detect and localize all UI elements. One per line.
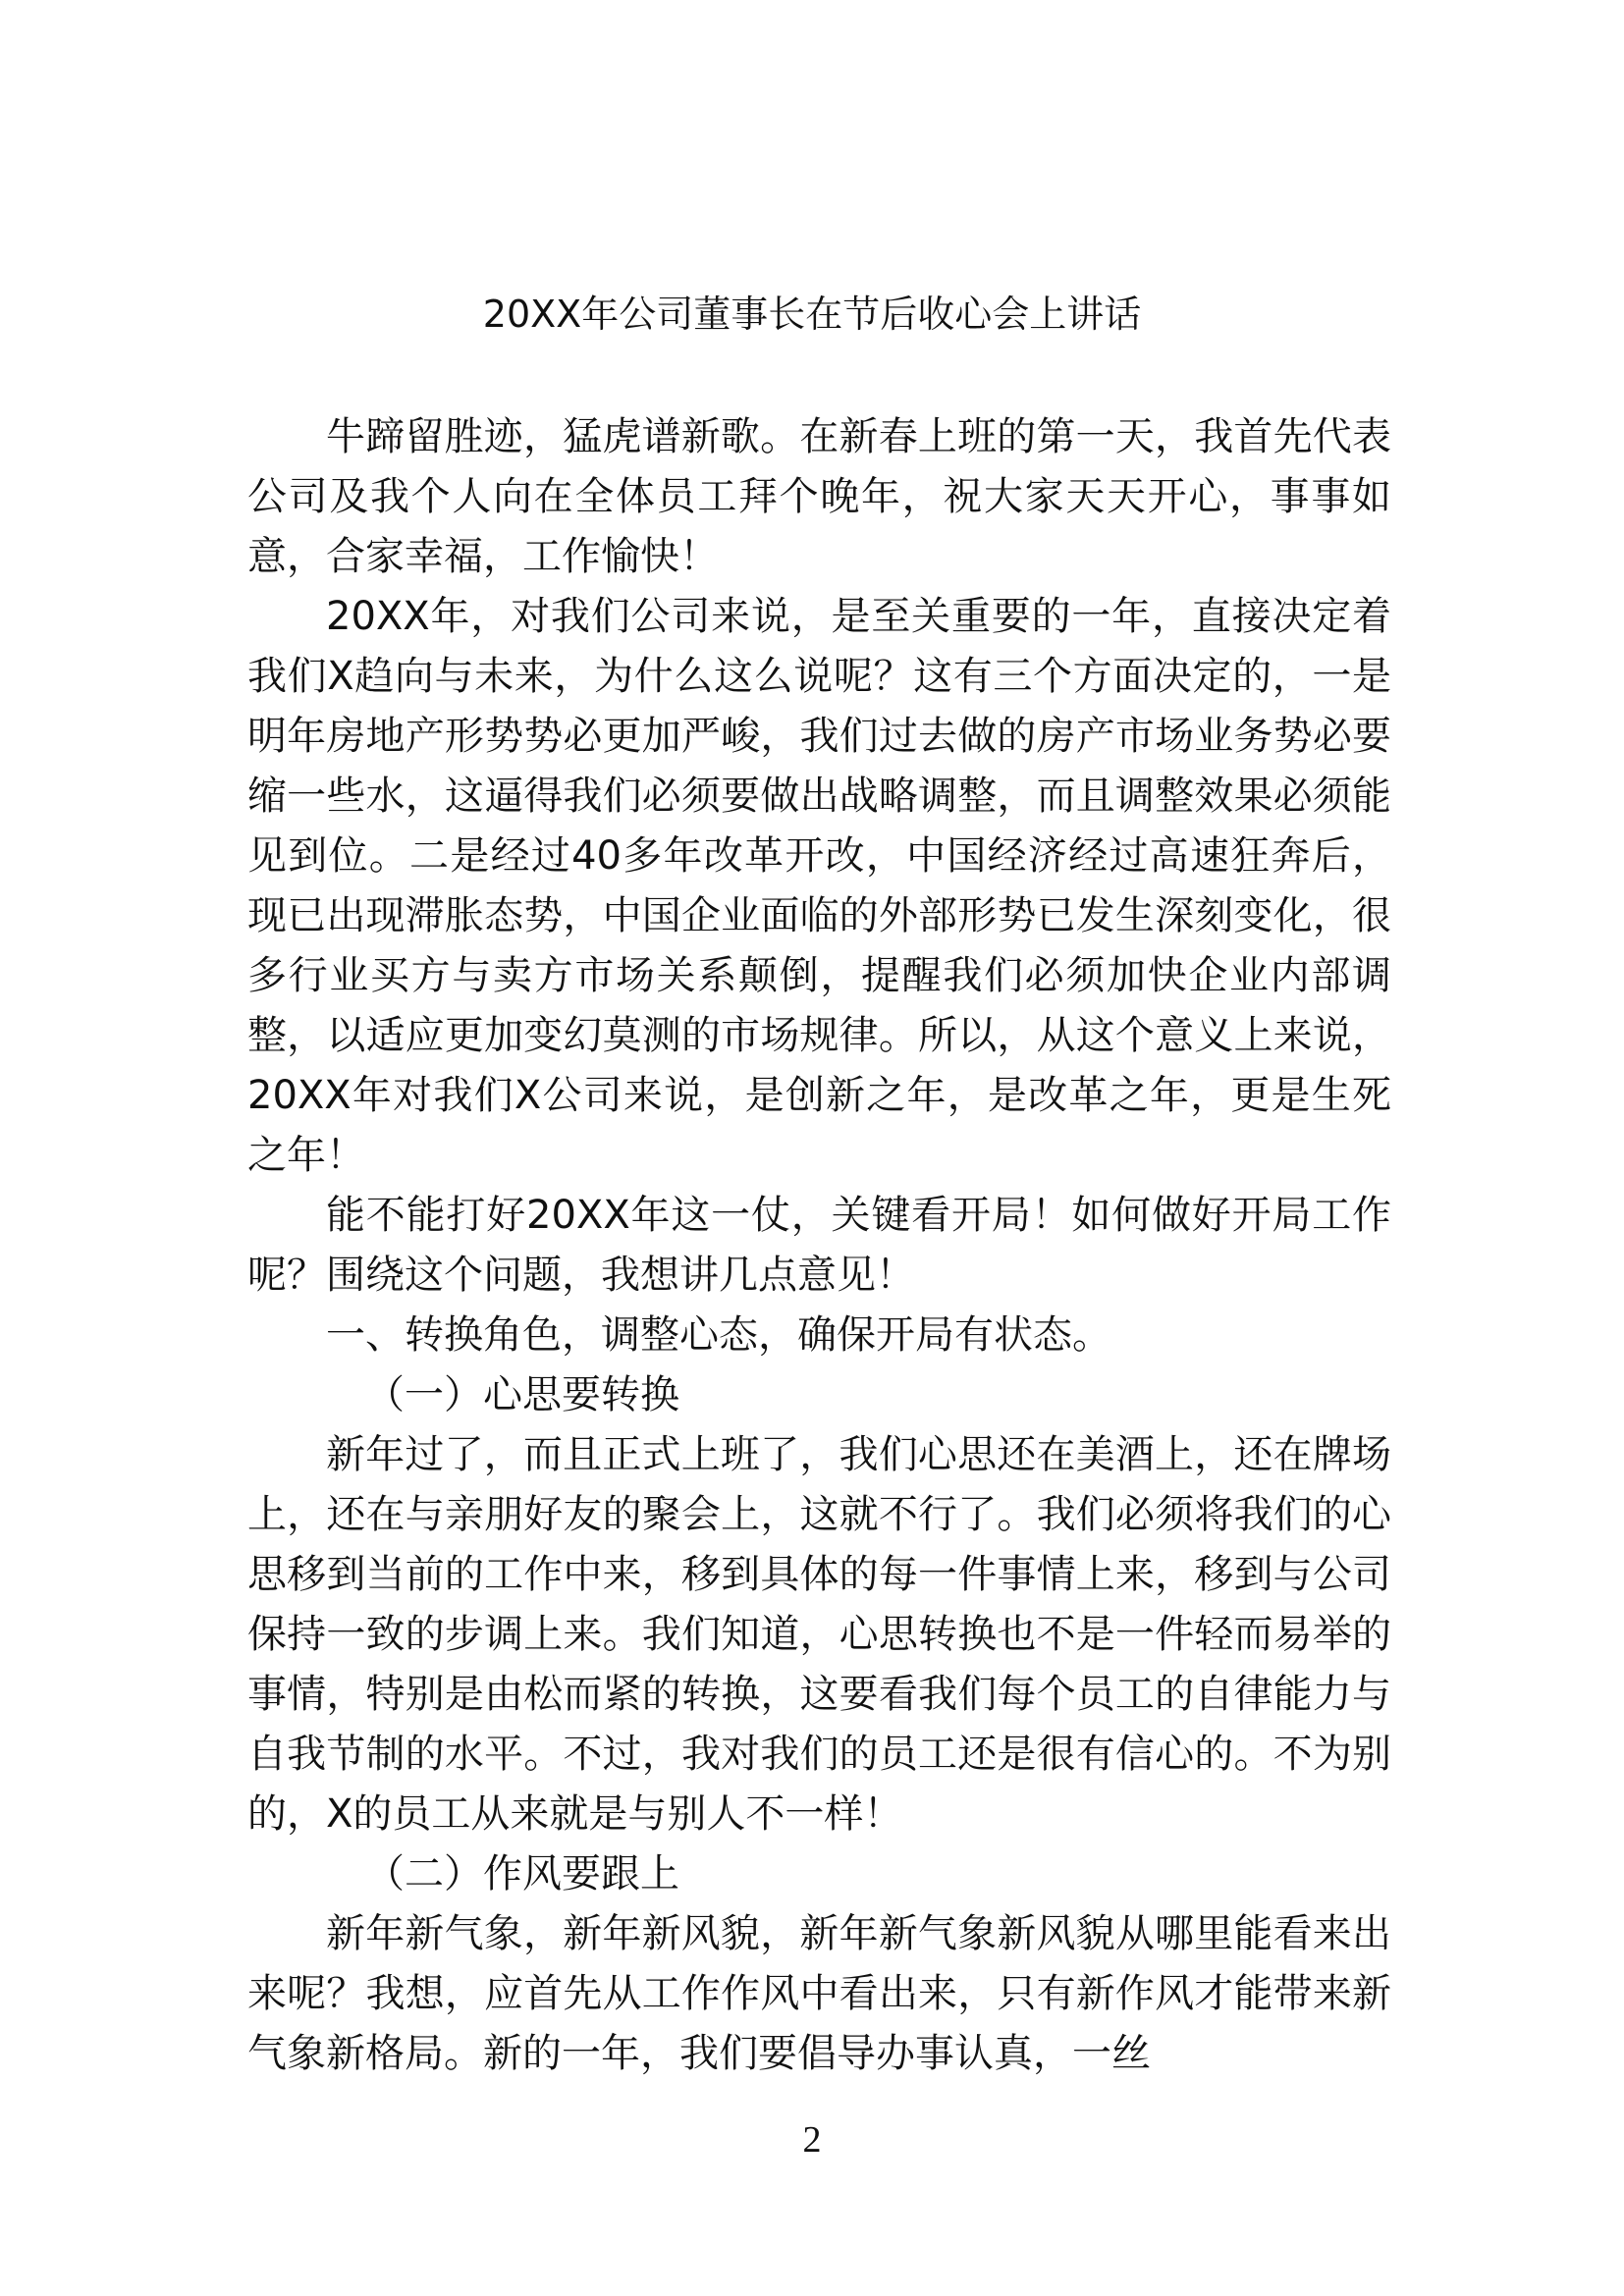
subsection-heading-style: （二）作风要跟上	[365, 1851, 679, 1896]
section-heading-one: 一、转换角色，调整心态，确保开局有状态。	[326, 1312, 1111, 1358]
paragraph-mindset: 新年过了，而且正式上班了，我们心思还在美酒上，还在牌场上，还在与亲朋好友的聚会上，这就不行了。我们必须将我们的心思移到当前的工作中来，移到具体的每一件事情上来，移到与公司保持一致的步调上来。我们知道，心思转换也不是一件轻而易举的事情，特别是由松而紧的转换，这要看我们每个员工的自律能力与自我节制的水平。不过，我对我们的员工还是很有信心的。不为别的，X的员工从来就是与别人不一样！	[247, 1432, 1391, 1837]
paragraph-greeting: 牛蹄留胜迹，猛虎谱新歌。在新春上班的第一天，我首先代表公司及我个人向在全体员工拜个晚年，祝大家天天开心，事事如意，合家幸福，工作愉快！	[247, 414, 1391, 579]
page-title: 20XX年公司董事长在节后收心会上讲话	[482, 293, 1142, 336]
paragraph-opening: 能不能打好20XX年这一仗，关键看开局！如何做好开局工作呢？围绕这个问题，我想讲几点意见！	[247, 1193, 1391, 1298]
document-body	[247, 407, 1391, 2084]
page-number: 2	[802, 2119, 822, 2161]
paragraph-style: 新年新气象，新年新风貌，新年新气象新风貌从哪里能看来出来呢？我想，应首先从工作作风中看出来，只有新作风才能带来新气象新格局。新的一年，我们要倡导办事认真，一丝	[247, 1911, 1391, 2076]
paragraph-importance: 20XX年，对我们公司来说，是至关重要的一年，直接决定着我们X趋向与未来，为什么这么说呢？这有三个方面决定的，一是明年房地产形势势必更加严峻，我们过去做的房产市场业务势必要缩一些水，这逼得我们必须要做出战略调整，而且调整效果必须能见到位。二是经过40多年改革开改，中国经济经过高速狂奔后，现已出现滞胀态势，中国企业面临的外部形势已发生深刻变化，很多行业买方与卖方市场关系颠倒，提醒我们必须加快企业内部调整，以适应更加变幻莫测的市场规律。所以，从这个意义上来说，20XX年对我们X公司来说，是创新之年，是改革之年，更是生死之年！	[247, 594, 1391, 1178]
subsection-heading-mindset: （一）心思要转换	[365, 1372, 679, 1417]
